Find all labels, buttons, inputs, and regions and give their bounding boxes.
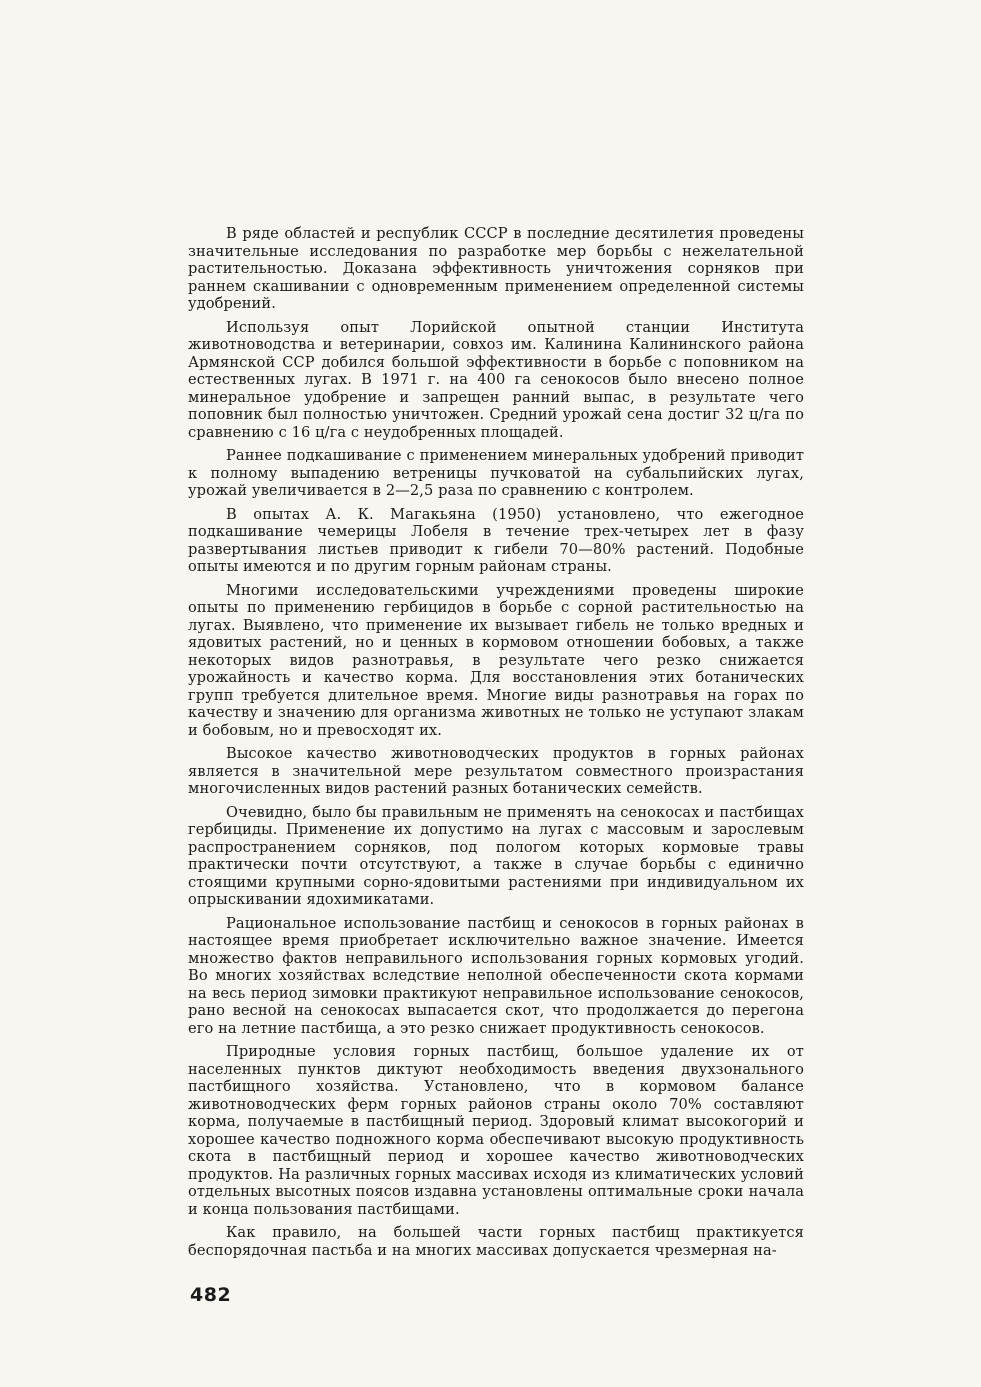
paragraph-herbicide-recommendation: Очевидно, было бы правильным не применять на сенокосах и пастбищах гербициды. Применение их допустимо на лугах с массовым и зарослевым распространением сорняков, под пологом которых кормовые травы практически почти отсутствуют, а также в случае борьбы с единично стоящими крупными сорно-ядовитыми растениями при индивидуальном их опрыскивании ядохимикатами. [188, 803, 804, 908]
paragraph-livestock-quality: Высокое качество животноводческих продуктов в горных районах является в значительной мере результатом совместного произрастания многочисленных видов растений разных ботанических семейств. [188, 745, 804, 797]
paragraph-weed-control-research: В ряде областей и республик СССР в последние десятилетия проведены значительные исследования по разработке мер борьбы с нежелательной растительностью. Доказана эффективность уничтожения сорняков при раннем скашивании с одновременным применением определенной системы удобрений. [188, 225, 804, 312]
body-text [188, 225, 804, 1265]
page-number: 482 [190, 1284, 232, 1306]
paragraph-rational-use: Рациональное использование пастбищ и сенокосов в горных районах в настоящее время приобретает исключительно важное значение. Имеется множество фактов неправильного использования горных кормовых угодий. Во многих хозяйствах вследствие неполной обеспеченности скота кормами на весь период зимовки практикуют неправильное использование сенокосов, рано весной на сенокосах выпасается скот, что продолжается до перегона его на летние пастбища, а это резко снижает продуктивность сенокосов. [188, 914, 804, 1037]
paragraph-magakyan-experiments: В опытах А. К. Магакьяна (1950) установлено, что ежегодное подкашивание чемерицы Лобеля в течение трех-четырех лет в фазу развертывания листьев приводит к гибели 70—80% растений. Подобные опыты имеются и по другим горным районам страны. [188, 505, 804, 575]
paragraph-two-zone-pasture: Природные условия горных пастбищ, большое удаление их от населенных пунктов диктуют необходимость введения двухзонального пастбищного хозяйства. Установлено, что в кормовом балансе животноводческих ферм горных районов страны около 70% составляют корма, получаемые в пастбищный период. Здоровый климат высокогорий и хорошее качество подножного корма обеспечивают высокую продуктивность скота в пастбищный период и хорошее качество животноводческих продуктов. На различных горных массивах исходя из климатических условий отдельных высотных поясов издавна установлены оптимальные сроки начала и конца пользования пастбищами. [188, 1043, 804, 1218]
paragraph-herbicide-trials: Многими исследовательскими учреждениями проведены широкие опыты по применению гербицидов в борьбе с сорной растительностью на лугах. Выявлено, что применение их вызывает гибель не только вредных и ядовитых растений, но и ценных в кормовом отношении бобовых, а также некоторых видов разнотравья, в результате чего резко снижается урожайность и качество корма. Для восстановления этих ботанических групп требуется длительное время. Многие виды разнотравья на горах по качеству и значению для организма животных не только не уступают злакам и бобовым, но и превосходят их. [188, 581, 804, 739]
paragraph-disorderly-grazing: Как правило, на большей части горных пастбищ практикуется беспорядочная пастьба и на многих массивах допускается чрезмерная на- [188, 1224, 804, 1259]
paragraph-early-mowing: Раннее подкашивание с применением минеральных удобрений приводит к полному выпадению ветреницы пучковатой на субальпийских лугах, урожай увеличивается в 2—2,5 раза по сравнению с контролем. [188, 447, 804, 499]
paragraph-lori-station-experience: Используя опыт Лорийской опытной станции Института животноводства и ветеринарии, совхоз им. Калинина Калининского района Армянской ССР добился большой эффективности в борьбе с поповником на естественных лугах. В 1971 г. на 400 га сенокосов было внесено полное минеральное удобрение и запрещен ранний выпас, в результате чего поповник был полностью уничтожен. Средний урожай сена достиг 32 ц/га по сравнению с 16 ц/га с неудобренных площадей. [188, 318, 804, 441]
